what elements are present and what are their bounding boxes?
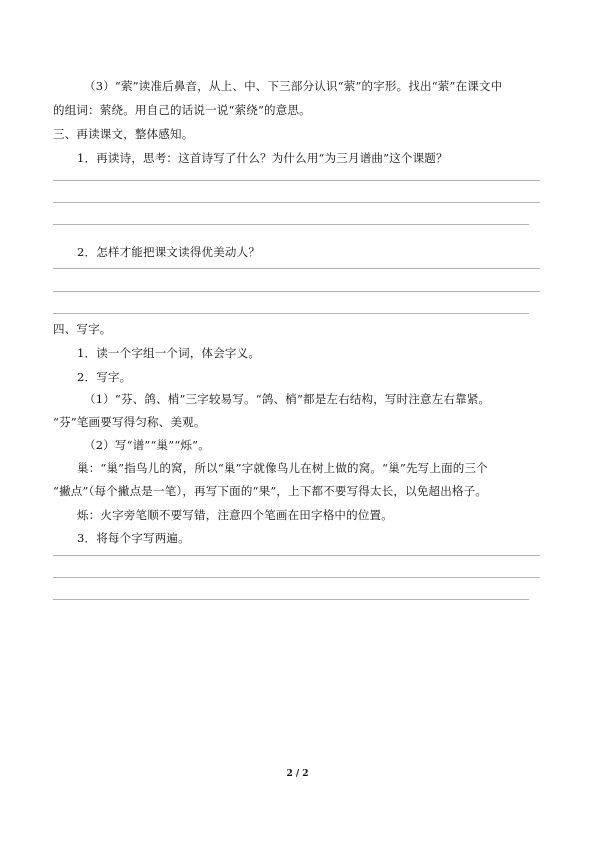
answer-line [53, 555, 540, 556]
write-item-1: 1．读一个字组一个词，体会字义。 [77, 346, 261, 360]
sub1-line1: （1）“芬、鸽、梢”三字较易写。“鸽、梢”都是左右结构，写时注意左右靠紧。 [84, 392, 491, 406]
answer-line [53, 268, 540, 269]
answer-line [53, 291, 540, 292]
item3-line1: （3）“萦”读准后鼻音，从上、中、下三部分认识“萦”的字形。找出“萦”在课文中 [84, 79, 503, 93]
chao-line2: “撇点”（每个撇点是一笔），再写下面的“果”，上下都不要写得太长，以免超出格子。 [53, 484, 488, 498]
sub1-line2: “芬”笔画要写得匀称、美观。 [53, 415, 206, 429]
write-item-3: 3．将每个字写两遍。 [77, 531, 190, 545]
answer-line [53, 202, 540, 203]
section3-heading: 三、再读课文，整体感知。 [53, 127, 194, 141]
answer-line [53, 577, 540, 578]
question-2: 2．怎样才能把课文读得优美动人？ [77, 245, 261, 259]
shuo-note: 烁：火字旁笔顺不要写错，注意四个笔画在田字格中的位置。 [77, 508, 393, 522]
write-item-2: 2．写字。 [77, 370, 132, 384]
answer-line [53, 599, 529, 600]
item3-line2: 的组词：萦绕。用自己的话说一说“萦绕”的意思。 [53, 103, 311, 117]
answer-line [53, 224, 529, 225]
answer-line [53, 313, 529, 314]
answer-line [53, 180, 540, 181]
question-1: 1．再读诗，思考：这首诗写了什么？为什么用“为三月谱曲”这个课题？ [77, 151, 448, 165]
chao-line1: 巢：“巢”指鸟儿的窝，所以“巢”字就像鸟儿在树上做的窝。“巢”先写上面的三个 [77, 461, 488, 475]
section4-heading: 四、写字。 [53, 322, 112, 336]
sub2: （2）写“谱”“巢”“烁”。 [84, 438, 210, 452]
page-number: 2 / 2 [286, 769, 309, 779]
